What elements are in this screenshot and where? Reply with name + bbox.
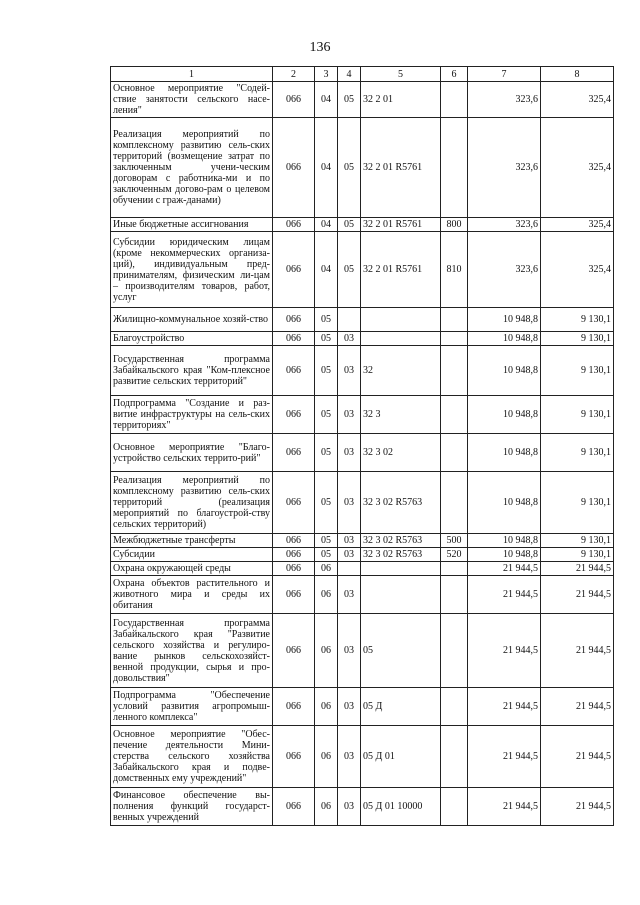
- row-target-article-cell: 32 2 01 R5761: [361, 118, 441, 218]
- row-grbs-cell: 066: [273, 218, 315, 232]
- table-row: [111, 396, 614, 434]
- row-amount-1-cell: 10 948,8: [468, 534, 541, 548]
- row-amount-2-cell: 21 944,5: [541, 726, 614, 788]
- row-grbs-cell: 066: [273, 118, 315, 218]
- row-amount-2-cell: 325,4: [541, 232, 614, 308]
- row-name-cell: Подпрограмма "Создание и раз-витие инфраструктуры на сель-ских территориях": [111, 396, 273, 434]
- row-subsection-cell: 03: [338, 332, 361, 346]
- row-section-cell: 05: [315, 308, 338, 332]
- row-target-article-cell: 32 3 02 R5763: [361, 548, 441, 562]
- row-target-article-cell: 32 3 02 R5763: [361, 472, 441, 534]
- row-section-cell: 04: [315, 218, 338, 232]
- row-name-cell: Субсидии: [111, 548, 273, 562]
- row-expense-type-cell: 500: [441, 534, 468, 548]
- row-grbs-cell: 066: [273, 232, 315, 308]
- row-amount-1-cell: 10 948,8: [468, 396, 541, 434]
- row-grbs-cell: 066: [273, 332, 315, 346]
- row-name-cell: Субсидии юридическим лицам (кроме некоммерческих организа-ций), индивидуальным пред-принимателям, физическим ли-цам – производителям товаров, работ, услуг: [111, 232, 273, 308]
- row-expense-type-cell: [441, 562, 468, 576]
- row-section-cell: 05: [315, 534, 338, 548]
- row-section-cell: 06: [315, 688, 338, 726]
- row-amount-2-cell: 9 130,1: [541, 472, 614, 534]
- row-amount-2-cell: 325,4: [541, 218, 614, 232]
- col-header-3: 3: [315, 67, 338, 82]
- row-target-article-cell: 05 Д: [361, 688, 441, 726]
- row-subsection-cell: 03: [338, 688, 361, 726]
- row-subsection-cell: [338, 308, 361, 332]
- row-expense-type-cell: [441, 576, 468, 614]
- row-amount-1-cell: 323,6: [468, 118, 541, 218]
- row-amount-1-cell: 10 948,8: [468, 548, 541, 562]
- row-amount-1-cell: 21 944,5: [468, 688, 541, 726]
- table-row: [111, 434, 614, 472]
- row-target-article-cell: [361, 576, 441, 614]
- row-amount-2-cell: 9 130,1: [541, 548, 614, 562]
- row-target-article-cell: 32 3 02 R5763: [361, 534, 441, 548]
- row-section-cell: 04: [315, 82, 338, 118]
- row-name-cell: Государственная программа Забайкальского края "Ком-плексное развитие сельских территорий": [111, 346, 273, 396]
- table-row: [111, 218, 614, 232]
- col-header-2: 2: [273, 67, 315, 82]
- row-expense-type-cell: [441, 726, 468, 788]
- row-grbs-cell: 066: [273, 562, 315, 576]
- row-subsection-cell: 03: [338, 396, 361, 434]
- table-row: [111, 308, 614, 332]
- table-row: [111, 576, 614, 614]
- row-amount-2-cell: 325,4: [541, 82, 614, 118]
- row-name-cell: Жилищно-коммунальное хозяй-ство: [111, 308, 273, 332]
- table-row: [111, 562, 614, 576]
- row-target-article-cell: 05 Д 01 10000: [361, 788, 441, 826]
- row-amount-2-cell: 325,4: [541, 118, 614, 218]
- row-amount-1-cell: 10 948,8: [468, 434, 541, 472]
- row-amount-2-cell: 21 944,5: [541, 562, 614, 576]
- row-target-article-cell: [361, 308, 441, 332]
- row-subsection-cell: 05: [338, 118, 361, 218]
- row-subsection-cell: 03: [338, 548, 361, 562]
- row-name-cell: Межбюджетные трансферты: [111, 534, 273, 548]
- row-amount-2-cell: 9 130,1: [541, 434, 614, 472]
- row-expense-type-cell: [441, 396, 468, 434]
- row-grbs-cell: 066: [273, 788, 315, 826]
- row-section-cell: 06: [315, 576, 338, 614]
- row-grbs-cell: 066: [273, 434, 315, 472]
- row-subsection-cell: 03: [338, 726, 361, 788]
- row-expense-type-cell: [441, 308, 468, 332]
- row-section-cell: 05: [315, 332, 338, 346]
- row-amount-2-cell: 9 130,1: [541, 308, 614, 332]
- row-amount-1-cell: 323,6: [468, 232, 541, 308]
- row-section-cell: 05: [315, 548, 338, 562]
- row-section-cell: 05: [315, 396, 338, 434]
- row-target-article-cell: 32 2 01 R5761: [361, 232, 441, 308]
- table-row: [111, 346, 614, 396]
- row-amount-1-cell: 10 948,8: [468, 308, 541, 332]
- row-section-cell: 06: [315, 562, 338, 576]
- row-section-cell: 04: [315, 118, 338, 218]
- row-subsection-cell: 03: [338, 434, 361, 472]
- row-target-article-cell: 32 3: [361, 396, 441, 434]
- row-amount-1-cell: 21 944,5: [468, 576, 541, 614]
- page-number: 136: [309, 40, 331, 55]
- row-section-cell: 06: [315, 614, 338, 688]
- row-grbs-cell: 066: [273, 346, 315, 396]
- row-grbs-cell: 066: [273, 308, 315, 332]
- col-header-4: 4: [338, 67, 361, 82]
- row-amount-1-cell: 10 948,8: [468, 472, 541, 534]
- row-amount-2-cell: 21 944,5: [541, 788, 614, 826]
- row-subsection-cell: [338, 562, 361, 576]
- row-name-cell: Подпрограмма "Обеспечение условий развития агропромыш-ленного комплекса": [111, 688, 273, 726]
- row-subsection-cell: 03: [338, 346, 361, 396]
- row-name-cell: Основное мероприятие "Обес-печение деятельности Мини-стерства сельского хозяйства Забайкальского края и подве-домственных ему учреждений": [111, 726, 273, 788]
- col-header-7: 7: [468, 67, 541, 82]
- row-grbs-cell: 066: [273, 688, 315, 726]
- row-target-article-cell: [361, 332, 441, 346]
- row-grbs-cell: 066: [273, 534, 315, 548]
- row-grbs-cell: 066: [273, 472, 315, 534]
- row-amount-1-cell: 21 944,5: [468, 562, 541, 576]
- row-section-cell: 06: [315, 726, 338, 788]
- row-subsection-cell: 05: [338, 232, 361, 308]
- row-grbs-cell: 066: [273, 396, 315, 434]
- row-grbs-cell: 066: [273, 82, 315, 118]
- row-amount-1-cell: 10 948,8: [468, 346, 541, 396]
- table-row: [111, 726, 614, 788]
- table-row: [111, 688, 614, 726]
- row-amount-2-cell: 9 130,1: [541, 534, 614, 548]
- row-name-cell: Государственная программа Забайкальского края "Развитие сельского хозяйства и регулиро-вание рынков сельскохозяйст-венной продукции, сырья и про-довольствия": [111, 614, 273, 688]
- row-subsection-cell: 03: [338, 614, 361, 688]
- row-expense-type-cell: [441, 332, 468, 346]
- row-expense-type-cell: [441, 472, 468, 534]
- row-target-article-cell: 05 Д 01: [361, 726, 441, 788]
- row-name-cell: Охрана окружающей среды: [111, 562, 273, 576]
- row-name-cell: Охрана объектов растительного и животного мира и среды их обитания: [111, 576, 273, 614]
- row-name-cell: Реализация мероприятий по комплексному развитию сель-ских территорий (возмещение затрат по заключенным учени-ческим договорам с работника-ми и по заключенным догово-рам о целевом обучении с граж-данами): [111, 118, 273, 218]
- row-subsection-cell: 05: [338, 82, 361, 118]
- row-expense-type-cell: [441, 788, 468, 826]
- row-amount-1-cell: 323,6: [468, 218, 541, 232]
- header-row: [111, 67, 614, 82]
- row-subsection-cell: 03: [338, 534, 361, 548]
- row-amount-1-cell: 10 948,8: [468, 332, 541, 346]
- row-name-cell: Основное мероприятие "Благо-устройство сельских террито-рий": [111, 434, 273, 472]
- row-amount-2-cell: 21 944,5: [541, 614, 614, 688]
- row-amount-2-cell: 9 130,1: [541, 346, 614, 396]
- table-row: [111, 332, 614, 346]
- row-expense-type-cell: [441, 118, 468, 218]
- row-grbs-cell: 066: [273, 576, 315, 614]
- row-target-article-cell: 32 2 01: [361, 82, 441, 118]
- row-expense-type-cell: 810: [441, 232, 468, 308]
- row-expense-type-cell: [441, 346, 468, 396]
- table-row: [111, 534, 614, 548]
- row-amount-1-cell: 21 944,5: [468, 788, 541, 826]
- row-name-cell: Финансовое обеспечение вы-полнения функций государст-венных учреждений: [111, 788, 273, 826]
- row-amount-2-cell: 9 130,1: [541, 396, 614, 434]
- row-target-article-cell: 32: [361, 346, 441, 396]
- row-grbs-cell: 066: [273, 726, 315, 788]
- row-target-article-cell: 32 3 02: [361, 434, 441, 472]
- row-amount-1-cell: 21 944,5: [468, 726, 541, 788]
- row-expense-type-cell: 800: [441, 218, 468, 232]
- row-amount-2-cell: 21 944,5: [541, 688, 614, 726]
- budget-table: [110, 66, 614, 826]
- row-subsection-cell: 03: [338, 788, 361, 826]
- row-expense-type-cell: [441, 688, 468, 726]
- row-name-cell: Иные бюджетные ассигнования: [111, 218, 273, 232]
- table-row: [111, 82, 614, 118]
- col-header-5: 5: [361, 67, 441, 82]
- row-subsection-cell: 03: [338, 472, 361, 534]
- table-row: [111, 118, 614, 218]
- row-amount-1-cell: 323,6: [468, 82, 541, 118]
- row-grbs-cell: 066: [273, 548, 315, 562]
- row-grbs-cell: 066: [273, 614, 315, 688]
- row-section-cell: 05: [315, 346, 338, 396]
- row-amount-2-cell: 21 944,5: [541, 576, 614, 614]
- row-target-article-cell: 32 2 01 R5761: [361, 218, 441, 232]
- row-expense-type-cell: 520: [441, 548, 468, 562]
- table-row: [111, 788, 614, 826]
- table-row: [111, 232, 614, 308]
- row-target-article-cell: [361, 562, 441, 576]
- table-row: [111, 472, 614, 534]
- row-target-article-cell: 05: [361, 614, 441, 688]
- col-header-8: 8: [541, 67, 614, 82]
- row-amount-1-cell: 21 944,5: [468, 614, 541, 688]
- row-section-cell: 04: [315, 232, 338, 308]
- row-expense-type-cell: [441, 82, 468, 118]
- row-subsection-cell: 03: [338, 576, 361, 614]
- row-section-cell: 06: [315, 788, 338, 826]
- table-row: [111, 548, 614, 562]
- table-body: [111, 82, 614, 826]
- row-name-cell: Благоустройство: [111, 332, 273, 346]
- row-section-cell: 05: [315, 434, 338, 472]
- table-row: [111, 614, 614, 688]
- row-name-cell: Реализация мероприятий по комплексному развитию сель-ских территорий (реализация мероприятий по благоустрой-ству сельских территорий): [111, 472, 273, 534]
- row-expense-type-cell: [441, 614, 468, 688]
- row-expense-type-cell: [441, 434, 468, 472]
- row-section-cell: 05: [315, 472, 338, 534]
- col-header-1: 1: [111, 67, 273, 82]
- row-name-cell: Основное мероприятие "Содей-ствие занятости сельского насе-ления": [111, 82, 273, 118]
- row-amount-2-cell: 9 130,1: [541, 332, 614, 346]
- col-header-6: 6: [441, 67, 468, 82]
- row-subsection-cell: 05: [338, 218, 361, 232]
